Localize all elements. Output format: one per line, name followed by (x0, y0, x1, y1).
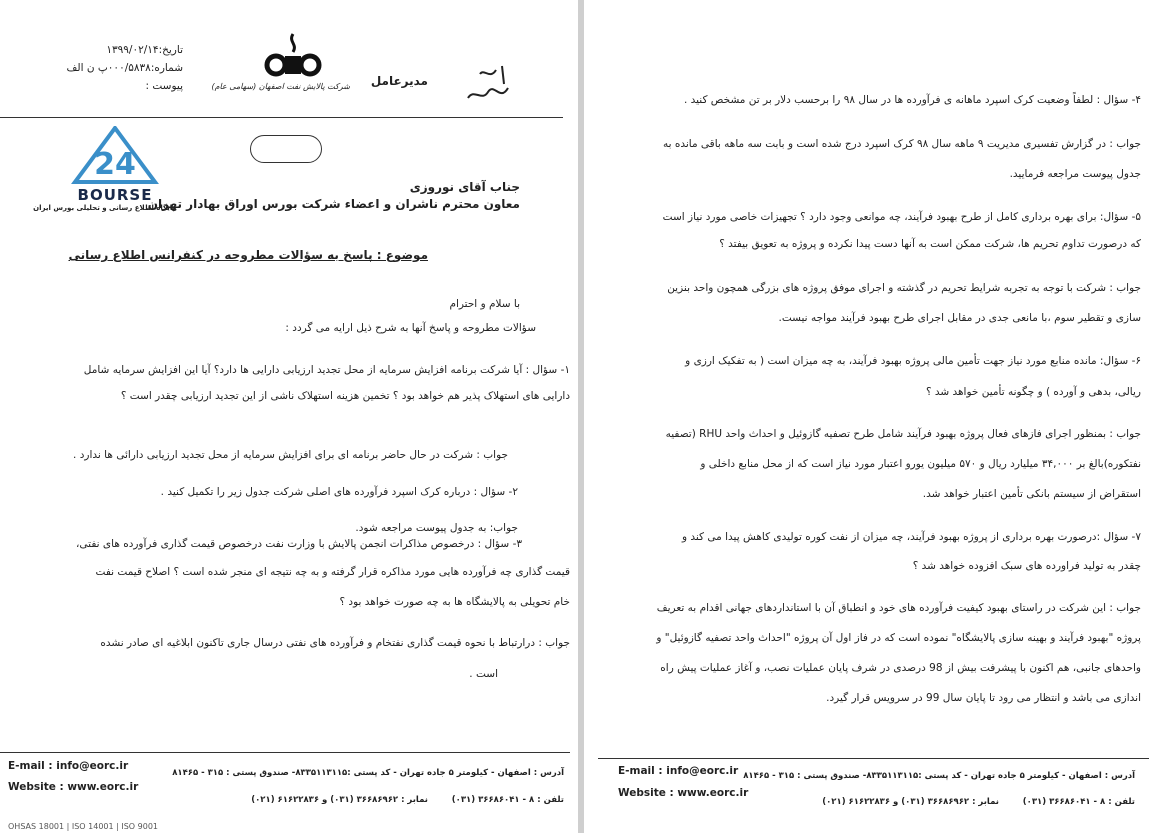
body-line: ریالی، بدهی و آورده ) و چگونه تأمین خواهد شد ؟ (925, 386, 1141, 398)
bourse-caption: پایگاه اطلاع رسانی و تحلیلی بورس ایران (33, 204, 175, 212)
footer-phone: تلفن : ۸ - ۳۶۶۸۶۰۴۱ (۰۳۱) (1022, 797, 1135, 807)
footer-fax: نمابر : ۳۶۶۸۶۹۶۲ (۰۳۱) و ۶۱۶۲۲۸۳۶ (۰۲۱) (822, 797, 999, 807)
recipient-name: جناب آقای نوروزی (409, 180, 520, 194)
letter-number: شماره:۰۰۰/۵۸۳۸پ ن الف (66, 62, 183, 74)
stamp (250, 135, 322, 163)
body-line: ۷- سؤال :درصورت بهره برداری از پروژه بهبود فرآیند، چه میزان از نفت کوره تولیدی کاهش پیدا می کند و (681, 531, 1141, 543)
body-line: خام تحویلی به پالایشگاه ها به چه صورت خواهد بود ؟ (339, 596, 570, 608)
body-line: جواب : شرکت با توجه به تجربه شرایط تحریم در گذشته و اجرای موفق پروژه های بزرگی همچون واحد بنزین (667, 282, 1141, 294)
greeting: با سلام و احترام (449, 298, 520, 310)
footer-divider (0, 752, 570, 753)
body-line: استقراض از سیستم بانکی تأمین اعتبار خواهد شد. (922, 488, 1141, 500)
footer-iso: OHSAS 18001 | ISO 14001 | ISO 9001 (8, 822, 159, 831)
footer-phone: تلفن : ۸ - ۳۶۶۸۶۰۴۱ (۰۳۱) (451, 795, 564, 805)
bourse-24-icon (55, 126, 175, 184)
body-line: ۲- سؤال : درباره کرک اسپرد فرآورده های اصلی شرکت جدول زیر را تکمیل کنید . (160, 486, 518, 498)
body-line: ۵- سؤال: برای بهره برداری کامل از طرح بهبود فرآیند، چه موانعی وجود دارد ؟ تجهیزات خاصی مورد نیاز است (662, 211, 1141, 223)
footer-email: E-mail : info@eorc.ir (618, 765, 739, 777)
footer-divider (598, 758, 1149, 759)
body-line: قیمت گذاری چه فرآورده هایی مورد مذاکره قرار گرفته و به چه نتیجه ای منجر شده است ؟ اصلاح قیمت نفت (95, 566, 570, 578)
recipient-title: معاون محترم ناشران و اعضاء شرکت بورس اوراق بهادار تهران (147, 197, 520, 211)
body-line: جواب : درارتباط با نحوه قیمت گذاری نفتخام و فرآورده های نفتی درسال جاری تاکنون ابلاغیه ای صادر نشده (100, 637, 570, 649)
footer-fax: نمابر : ۳۶۶۸۶۹۶۲ (۰۳۱) و ۶۱۶۲۲۸۳۶ (۰۲۱) (251, 795, 428, 805)
body-line: دارایی های استهلاک پذیر هم خواهد بود ؟ تخمین هزینه استهلاک ناشی از این تجدید ارزیابی چقدر است ؟ (120, 390, 570, 402)
letter-attachment: پیوست : (145, 80, 183, 92)
body-line: ۱- سؤال : آیا شرکت برنامه افزایش سرمایه از محل تجدید ارزیابی دارایی ها دارد؟ آیا این افزایش سرمایه شامل (83, 364, 570, 376)
body-line: جواب : در گزارش تفسیری مدیریت ۹ ماهه سال ۹۸ کرک اسپرد درج شده است و بابت سه ماهه باقی مانده به (662, 138, 1141, 150)
bourse-wordmark: BOURSE (77, 186, 153, 204)
body-line: واحدهای جانبی، هم اکنون با پیشرفت بیش از 98 درصدی در شرف پایان عملیات نصب، و آغاز عملیات پیش راه (660, 662, 1141, 674)
body-line: ۶- سؤال: مانده منابع مورد نیاز جهت تأمین مالی پروژه بهبود فرآیند، به چه میزان است ( به تفکیک ارزی و (685, 355, 1141, 367)
body-line: که درصورت تداوم تحریم ها، شرکت ممکن است به آنها دست پیدا نکرده و پروژه به تعویق بیفتد ؟ (719, 238, 1141, 250)
body-line: ۳- سؤال : درخصوص مذاکرات انجمن پالایش با وزارت نفت درخصوص قیمت گذاری فرآورده های نفتی، (76, 538, 522, 550)
intro-line: سؤالات مطروحه و پاسخ آنها به شرح ذیل ارایه می گردد : (285, 322, 536, 334)
footer-website: Website : www.eorc.ir (618, 787, 749, 799)
footer-address: آدرس : اصفهان - کیلومتر ۵ جاده تهران - کد پستی :۸۳۳۵۱۱۳۱۱۵- صندوق پستی : ۳۱۵ - ۸۱۴۶۵ (743, 771, 1135, 781)
body-line: ۴- سؤال : لطفاً وضعیت کرک اسپرد ماهانه ی فرآورده ها در سال ۹۸ را برحسب دلار بر تن مشخص کنید . (683, 94, 1141, 106)
body-line: سازی و تقطیر سوم ،با مانعی جدی در مقابل اجرای طرح بهبود فرآیند مواجه نیست. (778, 312, 1141, 324)
body-line: نفتکوره)بالغ بر ۳۴,۰۰۰ میلیارد ریال و ۵۷۰ میلیون یورو اعتبار مورد نیاز است که از محل منابع داخلی و (700, 458, 1141, 470)
body-line: جواب : این شرکت در راستای بهبود کیفیت فرآورده های خود و انطباق آن با استانداردهای جهانی اقدام به تعریف (656, 602, 1141, 614)
company-caption: شرکت پالایش نفت اصفهان (سهامی عام) (211, 82, 350, 91)
header-divider (0, 117, 563, 118)
body-line: جواب : بمنظور اجرای فازهای فعال پروژه بهبود فرآیند شامل طرح تصفیه گازوئیل و احداث واحد RHU (تصفیه (665, 428, 1141, 440)
letter-date: تاریخ:۱۳۹۹/۰۲/۱۴ (106, 44, 183, 56)
basmala-calligraphy (460, 58, 515, 108)
body-line: اندازی می باشد و انتظار می رود تا پایان سال 99 در سرویس قرار گیرد. (826, 692, 1141, 704)
body-line: چقدر به تولید فراورده های سبک افزوده خواهد شد ؟ (912, 560, 1141, 572)
footer-website: Website : www.eorc.ir (8, 781, 139, 793)
body-line: جواب : شرکت در حال حاضر برنامه ای برای افزایش سرمایه از محل تجدید ارزیابی دارائی ها ندارد . (73, 449, 508, 461)
footer-address: آدرس : اصفهان - کیلومتر ۵ جاده تهران - کد پستی :۸۳۳۵۱۱۳۱۱۵- صندوق پستی : ۳۱۵ - ۸۱۴۶۵ (172, 768, 564, 778)
subject-line: موضوع : پاسخ به سؤالات مطروحه در کنفرانس اطلاع رسانی (68, 248, 428, 262)
body-line: جواب: به جدول پیوست مراجعه شود. (355, 522, 518, 534)
body-line: پروژه "بهبود فرآیند و بهینه سازی پالایشگاه" نموده است که در فاز اول آن پروژه "احداث واحد تصفیه گازوئیل" و (656, 632, 1141, 644)
body-line: است . (469, 668, 498, 680)
footer-email: E-mail : info@eorc.ir (8, 760, 129, 772)
svg-text:24: 24 (94, 147, 136, 182)
company-logo-icon (258, 30, 328, 80)
ceo-title: مدیرعامل (370, 74, 428, 88)
letter-page-2 (584, 0, 1149, 833)
body-line: جدول پیوست مراجعه فرمایید. (1009, 168, 1141, 180)
